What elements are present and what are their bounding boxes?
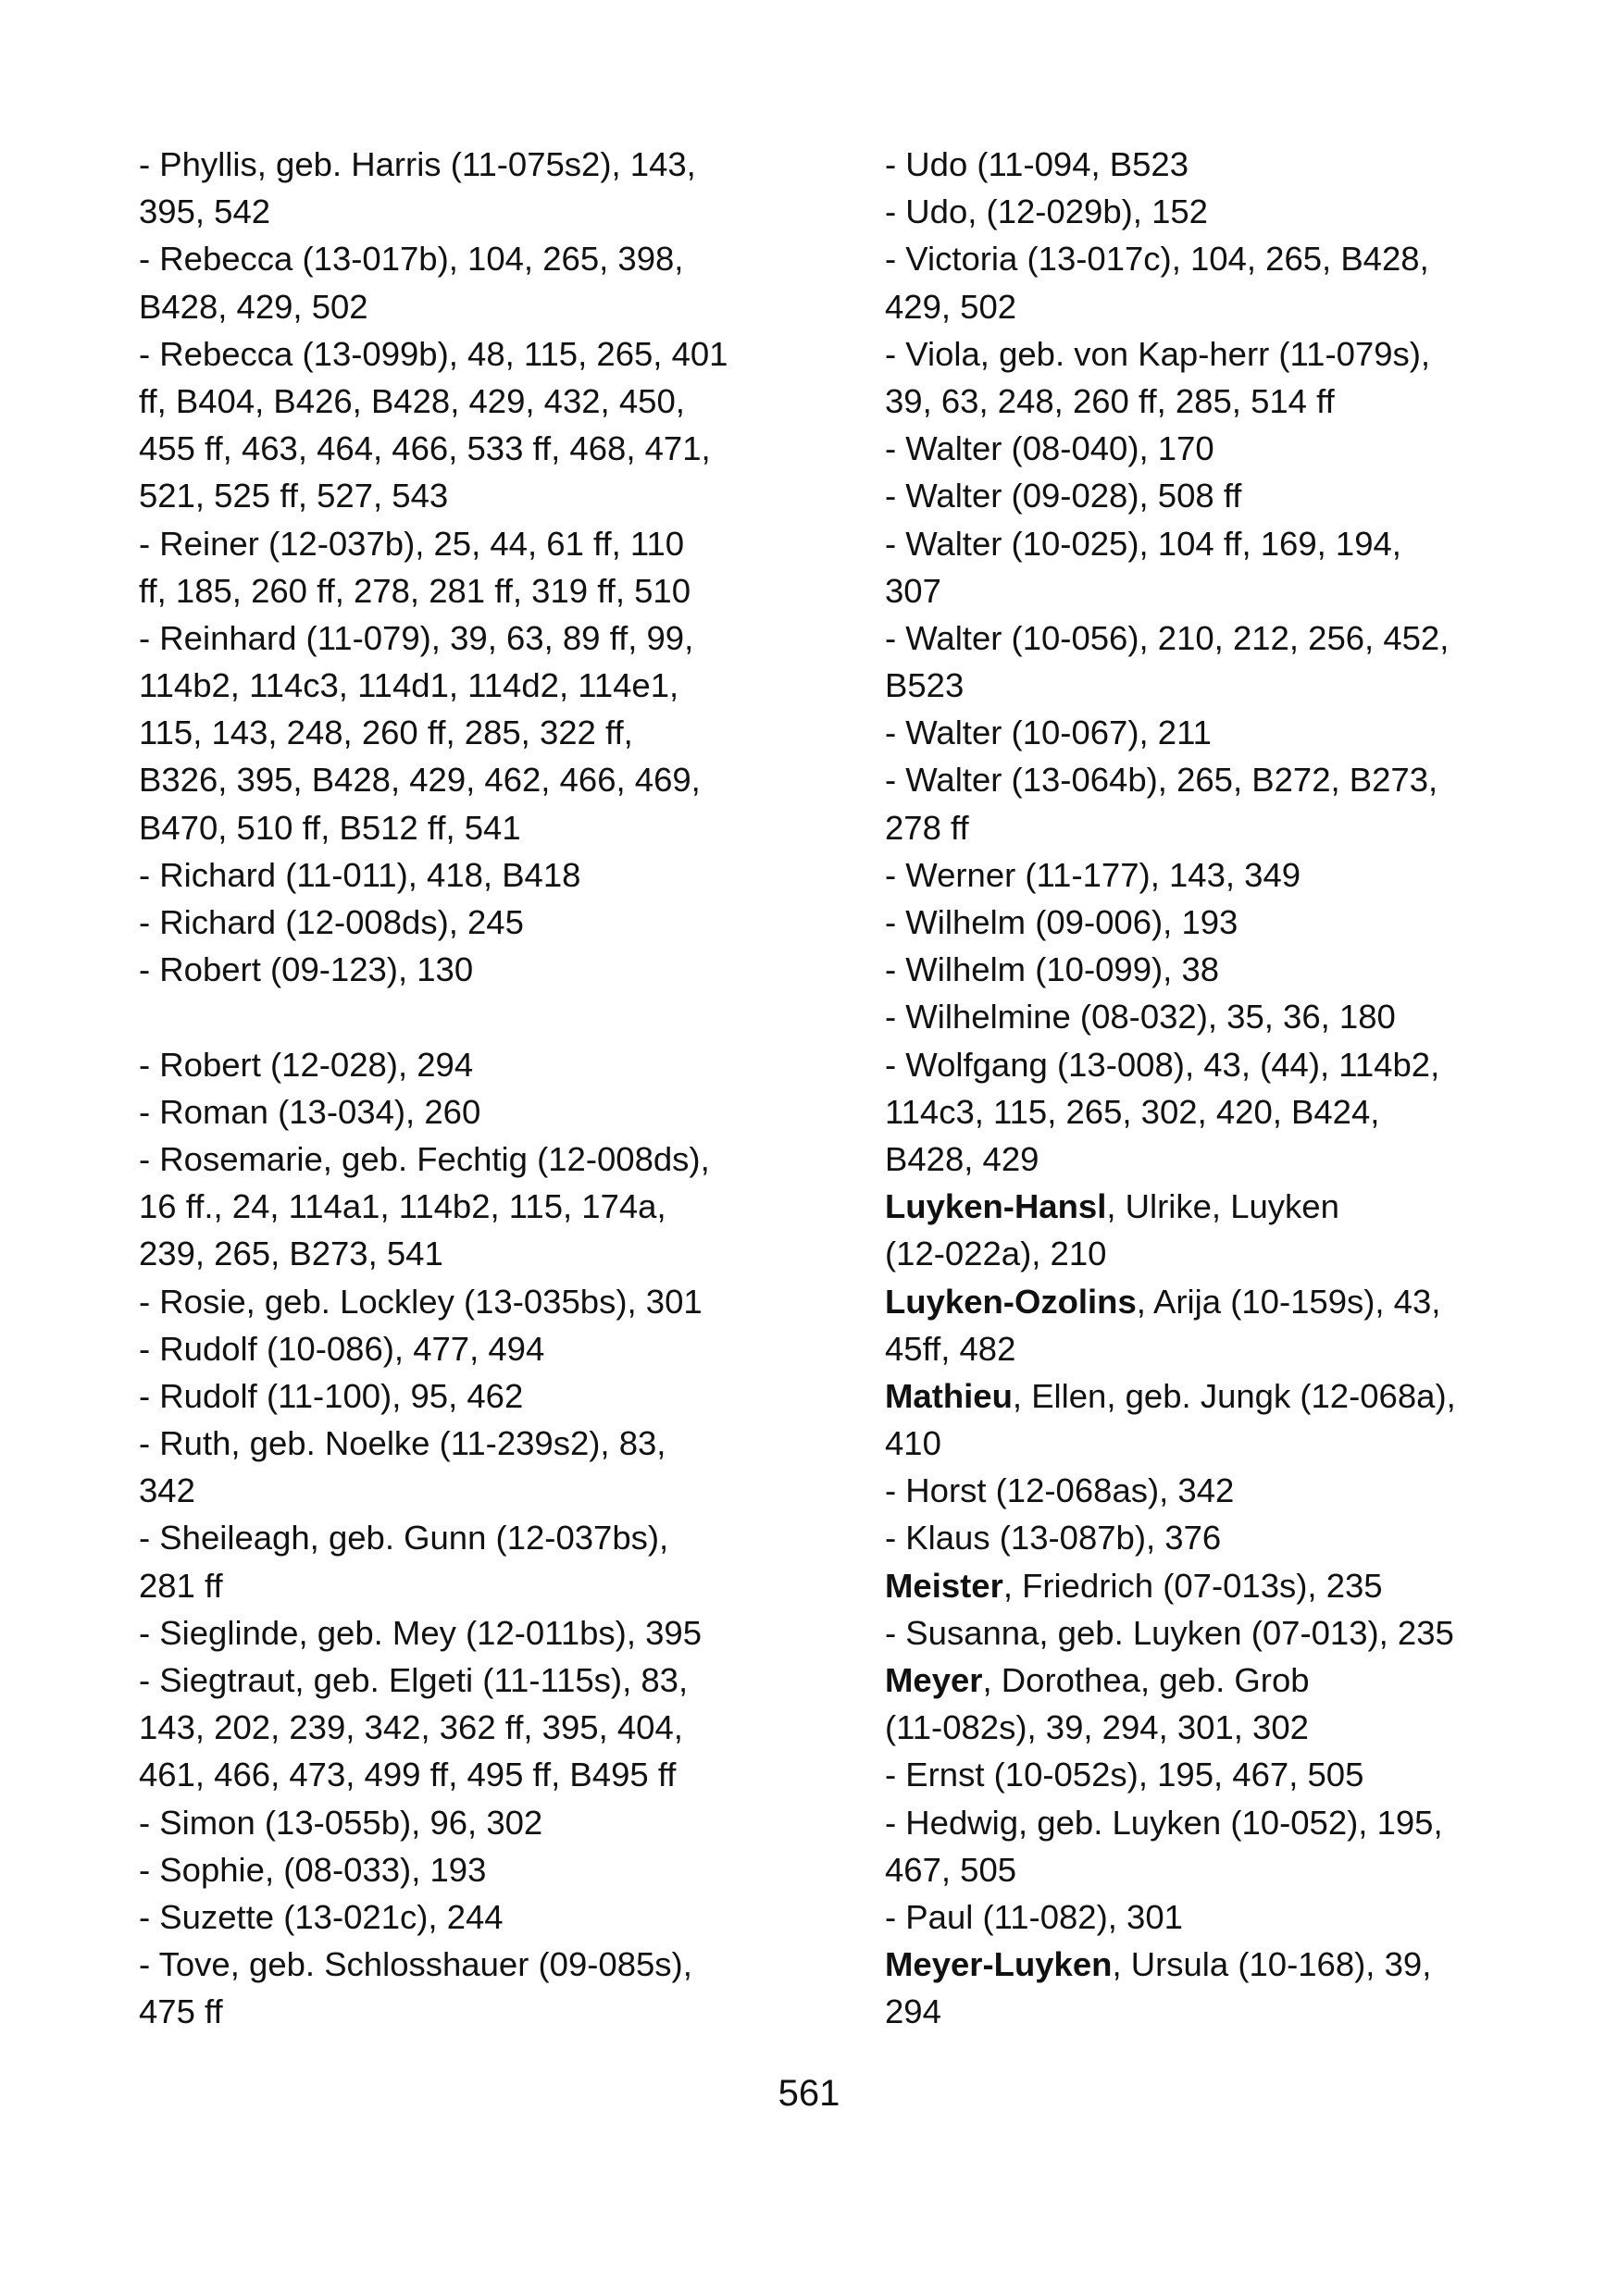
entry-text: - Walter (10-056), 210, 212, 256, 452, — [885, 618, 1450, 657]
index-line — [139, 1562, 842, 1609]
index-line — [139, 1609, 842, 1657]
entry-text: ff, B404, B426, B428, 429, 432, 450, — [139, 381, 685, 420]
entry-text: 410 — [885, 1424, 941, 1463]
surname-heading: Meyer-Luyken — [885, 1945, 1113, 1984]
index-line — [139, 1514, 842, 1561]
entry-text: , Ulrike, Luyken — [1106, 1187, 1339, 1226]
index-line — [139, 1325, 842, 1372]
surname-heading: Meister — [885, 1566, 1003, 1605]
entry-text: - Udo (11-094, B523 — [885, 145, 1189, 183]
entry-text: 278 ff — [885, 808, 969, 847]
entry-text: - Sophie, (08-033), 193 — [139, 1850, 487, 1889]
entry-text: B428, 429, 502 — [139, 287, 368, 326]
index-line — [885, 425, 1588, 472]
entry-text: 342 — [139, 1471, 195, 1510]
index-line — [139, 520, 842, 567]
entry-text: ff, 185, 260 ff, 278, 281 ff, 319 ff, 510 — [139, 571, 691, 610]
surname-heading: Meyer — [885, 1661, 983, 1699]
index-line — [139, 235, 842, 282]
entry-text: 281 ff — [139, 1566, 223, 1605]
index-line — [885, 1988, 1588, 2035]
entry-text: 294 — [885, 1992, 941, 2031]
entry-text: - Susanna, geb. Luyken (07-013), 235 — [885, 1613, 1454, 1652]
index-column-right — [885, 141, 1588, 2036]
entry-text: - Simon (13-055b), 96, 302 — [139, 1803, 543, 1842]
entry-text: - Udo, (12-029b), 152 — [885, 192, 1208, 231]
surname-heading: Mathieu — [885, 1376, 1013, 1415]
index-line — [139, 283, 842, 330]
index-line — [885, 946, 1588, 993]
entry-text: - Walter (10-067), 211 — [885, 714, 1212, 752]
entry-text: 307 — [885, 571, 941, 610]
entry-text: - Rebecca (13-099b), 48, 115, 265, 401 — [139, 334, 728, 373]
index-line — [139, 1988, 842, 2035]
entry-text: - Richard (11-011), 418, B418 — [139, 855, 581, 894]
index-line — [885, 1230, 1588, 1277]
entry-text: - Wilhelmine (08-032), 35, 36, 180 — [885, 998, 1396, 1036]
entry-text: (12-022a), 210 — [885, 1235, 1107, 1273]
index-line — [139, 899, 842, 946]
entry-text: - Reinhard (11-079), 39, 63, 89 ff, 99, — [139, 618, 694, 657]
index-line — [885, 804, 1588, 851]
entry-text: , Ellen, geb. Jungk (12-068a), — [1012, 1376, 1456, 1415]
entry-text: (11-082s), 39, 294, 301, 302 — [885, 1708, 1309, 1747]
entry-text: - Siegtraut, geb. Elgeti (11-115s), 83, — [139, 1661, 689, 1699]
index-line — [139, 851, 842, 899]
page-number: 561 — [778, 2073, 840, 2114]
index-line — [139, 1230, 842, 1277]
entry-text: 45ff, 482 — [885, 1329, 1016, 1368]
entry-text: - Walter (13-064b), 265, B272, B273, — [885, 761, 1438, 800]
entry-text: 115, 143, 248, 260 ff, 285, 322 ff, — [139, 714, 633, 752]
entry-text: - Tove, geb. Schlosshauer (09-085s), — [139, 1945, 692, 1984]
entry-text: B326, 395, B428, 429, 462, 466, 469, — [139, 761, 701, 800]
index-line — [885, 709, 1588, 756]
index-line — [139, 141, 842, 188]
entry-text: - Wolfgang (13-008), 43, (44), 114b2, — [885, 1045, 1440, 1084]
index-line — [139, 1704, 842, 1751]
entry-text: - Rudolf (11-100), 95, 462 — [139, 1376, 524, 1415]
index-line — [139, 1846, 842, 1893]
index-line — [885, 283, 1588, 330]
entry-text: - Richard (12-008ds), 245 — [139, 903, 524, 941]
index-line — [885, 1514, 1588, 1561]
index-line — [885, 1609, 1588, 1657]
entry-text: - Rosie, geb. Lockley (13-035bs), 301 — [139, 1282, 703, 1321]
entry-text: - Hedwig, geb. Luyken (10-052), 195, — [885, 1803, 1443, 1842]
entry-text: , Ursula (10-168), 39, — [1112, 1945, 1432, 1984]
index-line — [885, 1467, 1588, 1514]
index-line — [885, 662, 1588, 709]
index-line — [139, 662, 842, 709]
entry-text: - Phyllis, geb. Harris (11-075s2), 143, — [139, 145, 696, 183]
blank-line — [139, 993, 842, 1040]
entry-text: , Arija (10-159s), 43, — [1136, 1282, 1441, 1321]
index-line — [139, 378, 842, 425]
index-line — [885, 756, 1588, 803]
index-line — [139, 1183, 842, 1230]
index-line — [139, 1136, 842, 1183]
entry-text: 39, 63, 248, 260 ff, 285, 514 ff — [885, 381, 1335, 420]
entry-text: 475 ff — [139, 1992, 223, 2031]
entry-text: - Walter (10-025), 104 ff, 169, 194, — [885, 524, 1401, 563]
entry-text: 114b2, 114c3, 114d1, 114d2, 114e1, — [139, 666, 679, 705]
index-line — [139, 1420, 842, 1467]
index-line — [885, 520, 1588, 567]
entry-text: - Robert (12-028), 294 — [139, 1045, 474, 1084]
entry-text: , Dorothea, geb. Grob — [982, 1661, 1310, 1699]
entry-text: - Rudolf (10-086), 477, 494 — [139, 1329, 545, 1368]
entry-text: 467, 505 — [885, 1850, 1017, 1889]
index-line — [885, 1893, 1588, 1941]
index-line — [885, 330, 1588, 378]
index-line — [139, 709, 842, 756]
index-line — [139, 1751, 842, 1798]
index-line — [885, 472, 1588, 519]
entry-text: - Werner (11-177), 143, 349 — [885, 855, 1301, 894]
index-line — [139, 1372, 842, 1420]
entry-text: - Victoria (13-017c), 104, 265, B428, — [885, 240, 1429, 279]
index-line — [139, 1941, 842, 1988]
entry-text: - Viola, geb. von Kap-herr (11-079s), — [885, 334, 1431, 373]
index-line — [885, 1799, 1588, 1846]
index-line — [139, 425, 842, 472]
entry-text: - Klaus (13-087b), 376 — [885, 1519, 1222, 1558]
index-line — [885, 567, 1588, 614]
entry-text: 16 ff., 24, 114a1, 114b2, 115, 174a, — [139, 1187, 666, 1226]
index-line — [885, 188, 1588, 235]
index-line — [139, 1041, 842, 1088]
entry-text: 114c3, 115, 265, 302, 420, B424, — [885, 1092, 1380, 1131]
index-line — [139, 330, 842, 378]
entry-text: - Robert (09-123), 130 — [139, 950, 474, 989]
index-line — [885, 378, 1588, 425]
index-line — [885, 1183, 1588, 1230]
entry-text: 521, 525 ff, 527, 543 — [139, 477, 449, 515]
entry-text: - Walter (09-028), 508 ff — [885, 477, 1242, 515]
index-line — [139, 1799, 842, 1846]
entry-text: - Rebecca (13-017b), 104, 265, 398, — [139, 240, 684, 279]
index-line — [139, 946, 842, 993]
index-line — [139, 188, 842, 235]
entry-text: 395, 542 — [139, 192, 271, 231]
index-column-left — [139, 141, 842, 2036]
entry-text: 239, 265, B273, 541 — [139, 1235, 443, 1273]
entry-text: - Suzette (13-021c), 244 — [139, 1897, 504, 1936]
index-line — [139, 1278, 842, 1325]
entry-text: - Ernst (10-052s), 195, 467, 505 — [885, 1756, 1364, 1794]
index-line — [139, 614, 842, 662]
index-line — [885, 1657, 1588, 1704]
index-line — [139, 1657, 842, 1704]
entry-text: - Ruth, geb. Noelke (11-239s2), 83, — [139, 1424, 666, 1463]
entry-text: B428, 429 — [885, 1139, 1039, 1178]
index-line — [885, 993, 1588, 1040]
index-line — [885, 1088, 1588, 1136]
entry-text: - Sieglinde, geb. Mey (12-011bs), 395 — [139, 1613, 703, 1652]
entry-text: 461, 466, 473, 499 ff, 495 ff, B495 ff — [139, 1756, 677, 1794]
index-line — [885, 1941, 1588, 1988]
entry-text: - Reiner (12-037b), 25, 44, 61 ff, 110 — [139, 524, 685, 563]
index-line — [885, 235, 1588, 282]
index-line — [885, 1278, 1588, 1325]
index-line — [885, 1136, 1588, 1183]
index-line — [885, 1562, 1588, 1609]
entry-text: 143, 202, 239, 342, 362 ff, 395, 404, — [139, 1708, 683, 1747]
index-line — [139, 1088, 842, 1136]
index-line — [885, 1704, 1588, 1751]
index-line — [885, 1372, 1588, 1420]
surname-heading: Luyken-Hansl — [885, 1187, 1107, 1226]
index-line — [885, 614, 1588, 662]
entry-text: - Rosemarie, geb. Fechtig (12-008ds), — [139, 1139, 710, 1178]
index-line — [885, 899, 1588, 946]
entry-text: 455 ff, 463, 464, 466, 533 ff, 468, 471, — [139, 429, 711, 468]
entry-text: - Roman (13-034), 260 — [139, 1092, 481, 1131]
entry-text: - Wilhelm (10-099), 38 — [885, 950, 1220, 989]
entry-text: 429, 502 — [885, 287, 1017, 326]
index-line — [139, 1893, 842, 1941]
index-line — [885, 1041, 1588, 1088]
entry-text: - Wilhelm (09-006), 193 — [885, 903, 1238, 941]
entry-text: - Sheileagh, geb. Gunn (12-037bs), — [139, 1519, 669, 1558]
index-line — [885, 1751, 1588, 1798]
index-line — [885, 141, 1588, 188]
index-line — [139, 1467, 842, 1514]
index-line — [139, 567, 842, 614]
entry-text: - Paul (11-082), 301 — [885, 1897, 1183, 1936]
index-line — [885, 1846, 1588, 1893]
index-line — [885, 1325, 1588, 1372]
index-line — [885, 1420, 1588, 1467]
entry-text: B523 — [885, 666, 965, 705]
index-line — [139, 804, 842, 851]
entry-text: - Walter (08-040), 170 — [885, 429, 1214, 468]
entry-text: , Friedrich (07-013s), 235 — [1002, 1566, 1383, 1605]
index-line — [139, 756, 842, 803]
index-line — [885, 851, 1588, 899]
surname-heading: Luyken-Ozolins — [885, 1282, 1137, 1321]
entry-text: - Horst (12-068as), 342 — [885, 1471, 1235, 1510]
entry-text: B470, 510 ff, B512 ff, 541 — [139, 808, 521, 847]
index-line — [139, 472, 842, 519]
